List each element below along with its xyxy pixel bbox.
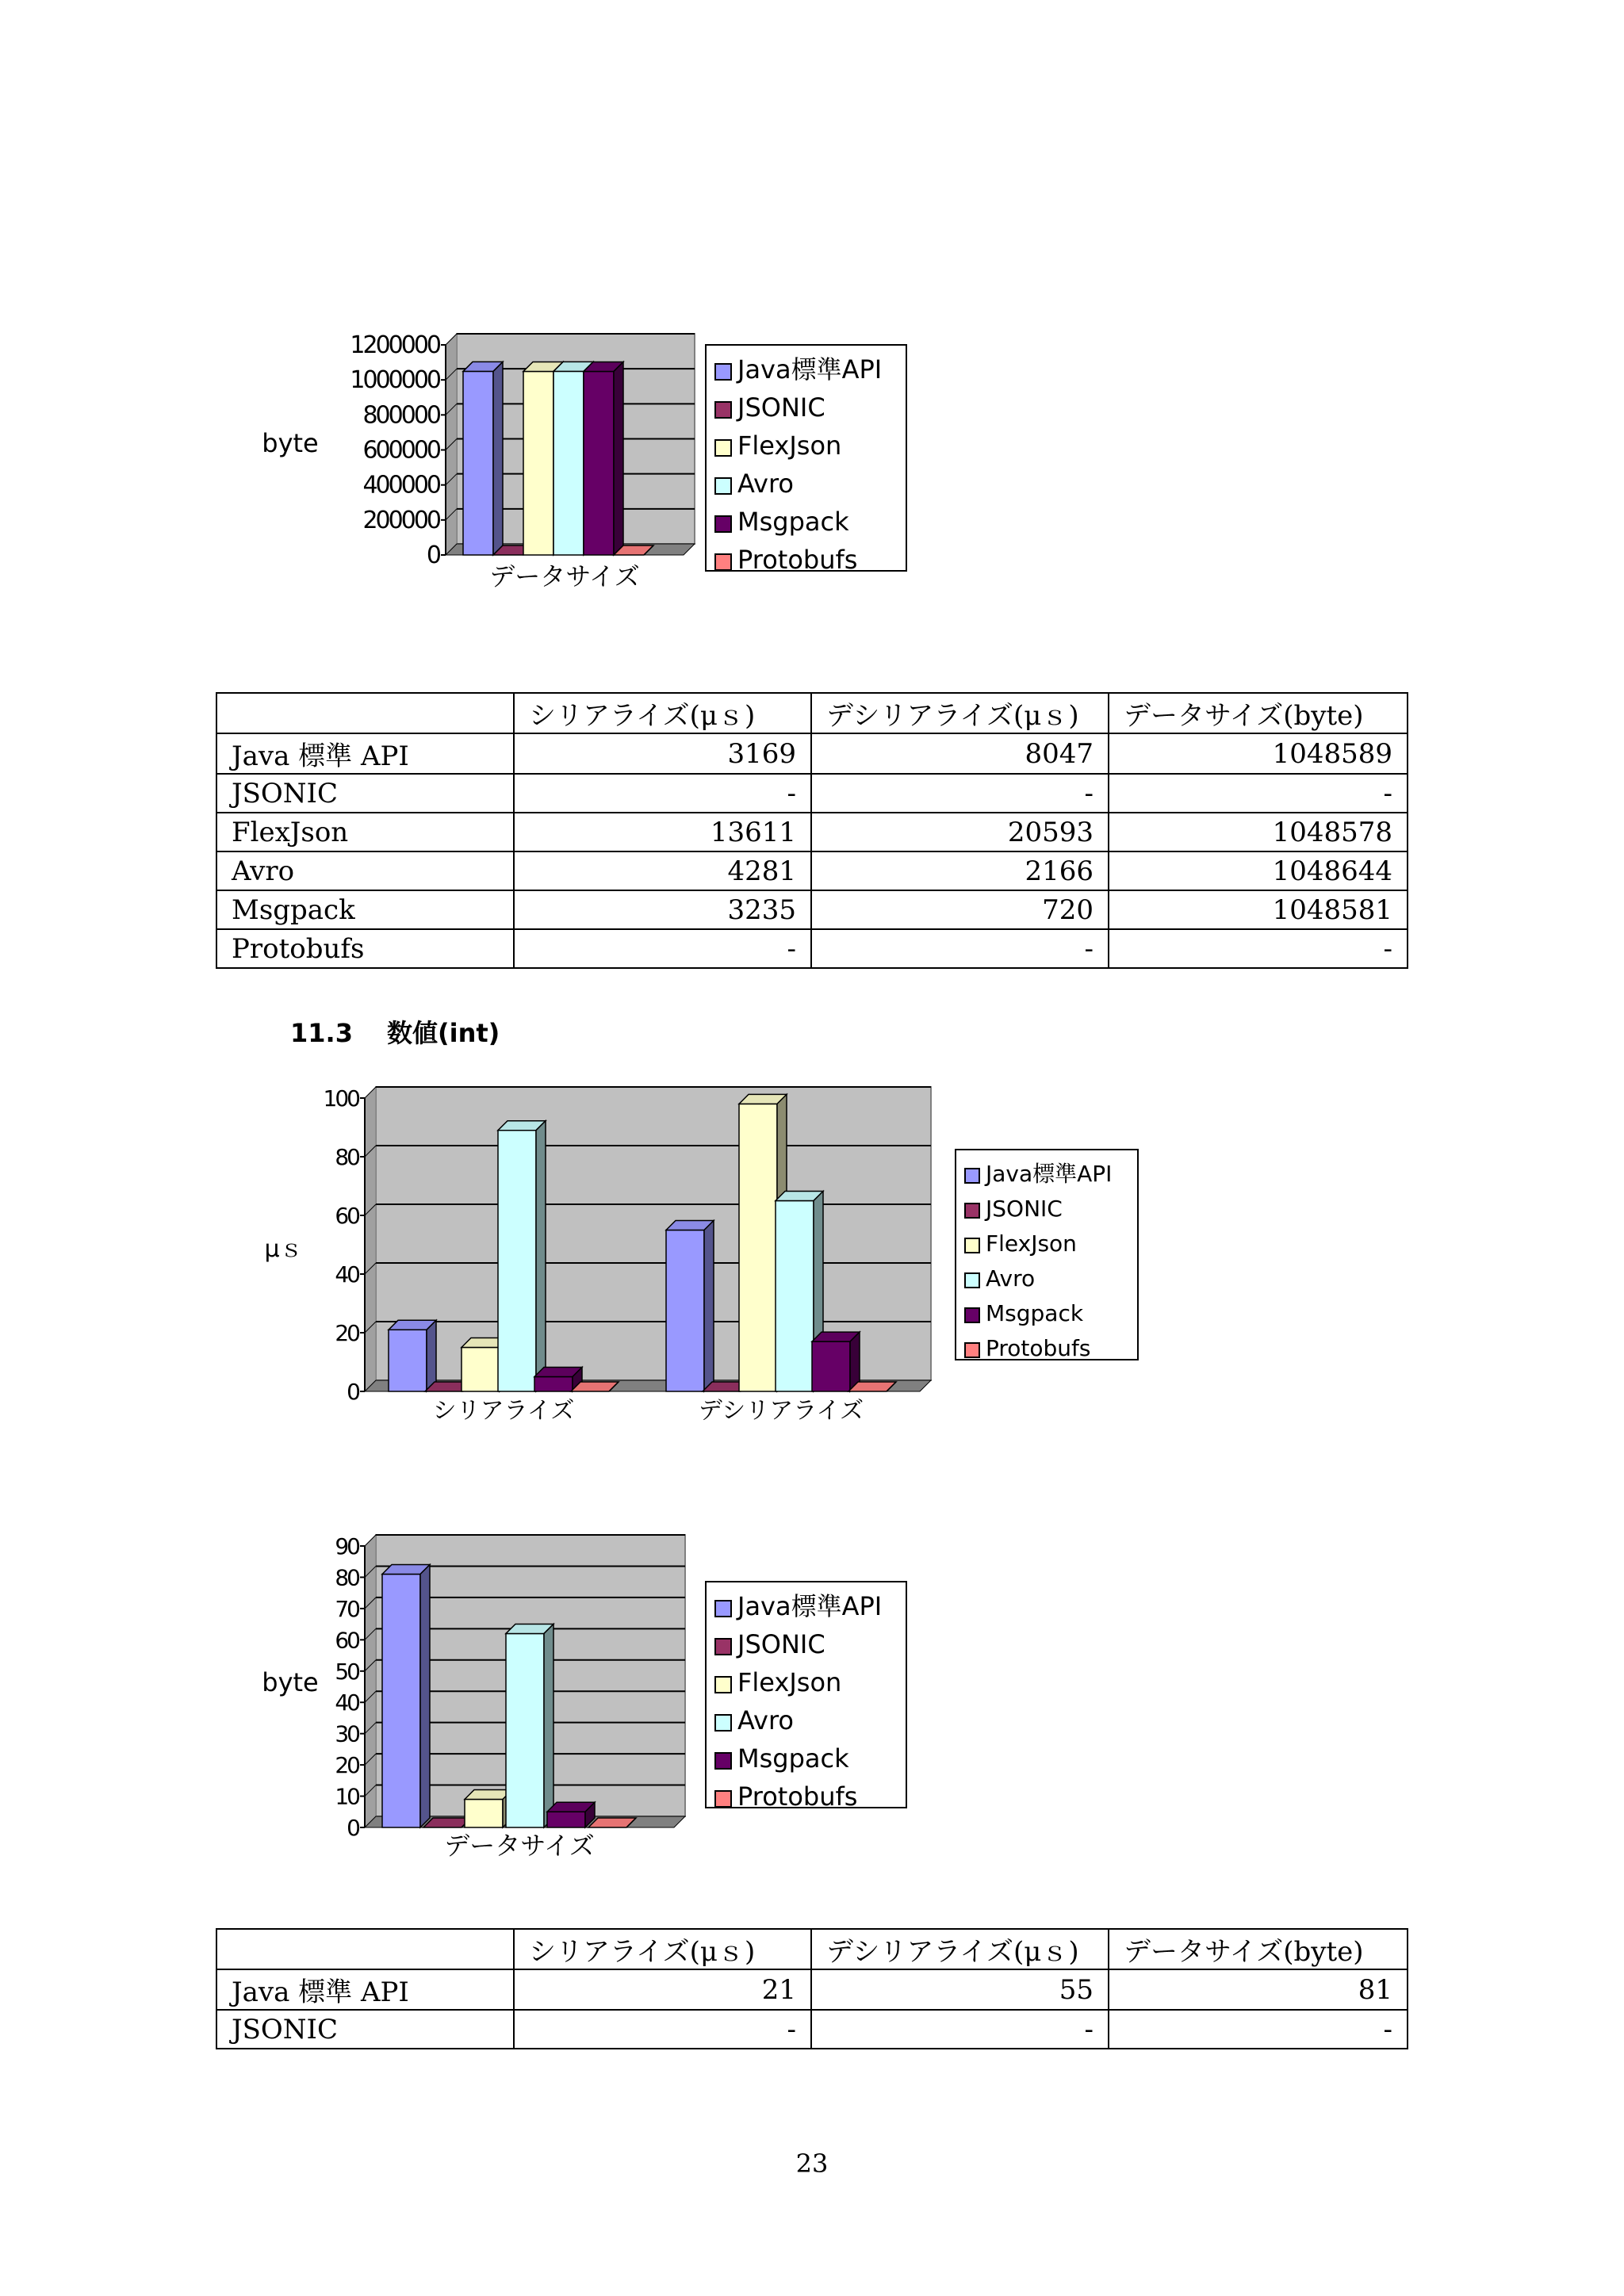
value-cell: 1048581 xyxy=(1109,890,1408,929)
value-cell: - xyxy=(514,774,811,813)
plot-side-wall xyxy=(365,1087,376,1391)
y-axis-label: byte xyxy=(262,428,319,458)
table-header-row xyxy=(216,693,1408,733)
row-label-cell: Avro xyxy=(216,851,514,890)
row-label-cell: Java 標準 API xyxy=(216,1969,514,2010)
legend-swatch xyxy=(965,1343,979,1357)
legend-label: Msgpack xyxy=(986,1300,1084,1326)
y-tick-label: 50 xyxy=(335,1658,358,1685)
y-tick-label: 100 xyxy=(323,1085,358,1112)
value-cell: 8047 xyxy=(811,733,1109,774)
legend-swatch xyxy=(715,1639,731,1655)
y-tick-label: 40 xyxy=(335,1689,358,1716)
x-category-label: シリアライズ xyxy=(432,1397,575,1425)
table-header-cell xyxy=(216,1929,514,1969)
table-header-cell: シリアライズ(μｓ) xyxy=(514,1929,811,1969)
table-header-cell: デシリアライズ(μｓ) xyxy=(811,693,1109,733)
y-tick-label: 1000000 xyxy=(350,366,439,395)
legend-label: FlexJson xyxy=(986,1230,1077,1257)
value-cell: - xyxy=(1109,2010,1408,2049)
results-table-1 xyxy=(216,692,1408,969)
x-category-label: データサイズ xyxy=(444,1831,595,1861)
legend-swatch xyxy=(715,1791,731,1807)
row-label-cell: Java 標準 API xyxy=(216,733,514,774)
table-row xyxy=(216,929,1408,968)
legend-label: JSONIC xyxy=(737,1629,825,1659)
table-header-cell: シリアライズ(μｓ) xyxy=(514,693,811,733)
legend-swatch xyxy=(965,1238,979,1253)
value-cell: - xyxy=(811,774,1109,813)
value-cell: 1048578 xyxy=(1109,813,1408,851)
row-label-cell: Msgpack xyxy=(216,890,514,929)
table-row xyxy=(216,890,1408,929)
y-tick-label: 90 xyxy=(335,1533,358,1559)
value-cell: 4281 xyxy=(514,851,811,890)
section-number: 11.3 xyxy=(290,1018,353,1048)
legend-label: JSONIC xyxy=(737,392,825,423)
y-tick-label: 30 xyxy=(335,1720,358,1747)
plot-side-wall xyxy=(365,1535,376,1827)
legend-swatch xyxy=(715,1677,731,1693)
y-tick-label: 60 xyxy=(335,1627,358,1654)
legend-label: Avro xyxy=(737,469,794,499)
value-cell: - xyxy=(811,929,1109,968)
bar-Java標準API-データサイズ xyxy=(382,1565,430,1828)
legend-swatch xyxy=(715,478,731,494)
legend-label: Protobufs xyxy=(737,545,858,575)
row-label-cell: FlexJson xyxy=(216,813,514,851)
y-tick-label: 80 xyxy=(335,1144,358,1170)
legend-swatch xyxy=(715,440,731,456)
y-tick-label: 1200000 xyxy=(350,331,439,359)
value-cell: 720 xyxy=(811,890,1109,929)
legend-swatch xyxy=(715,516,731,532)
chart-int-data-size xyxy=(238,1514,936,1871)
y-tick-label: 60 xyxy=(335,1203,358,1229)
table-row xyxy=(216,774,1408,813)
row-label-cell: JSONIC xyxy=(216,774,514,813)
y-tick-label: 200000 xyxy=(362,506,439,534)
bar-Avro-データサイズ xyxy=(506,1624,553,1827)
legend xyxy=(706,345,906,575)
value-cell: 20593 xyxy=(811,813,1109,851)
value-cell: 3169 xyxy=(514,733,811,774)
table-header-row xyxy=(216,1929,1408,1969)
value-cell: 1048644 xyxy=(1109,851,1408,890)
table-header-cell: データサイズ(byte) xyxy=(1109,693,1408,733)
bar-Msgpack-データサイズ xyxy=(584,362,623,555)
legend-label: Avro xyxy=(737,1705,794,1735)
y-tick-label: 600000 xyxy=(362,436,439,465)
legend-swatch xyxy=(715,364,731,380)
table-row xyxy=(216,2010,1408,2049)
value-cell: 21 xyxy=(514,1969,811,2010)
row-label-cell: JSONIC xyxy=(216,2010,514,2049)
legend xyxy=(706,1582,906,1812)
y-tick-label: 800000 xyxy=(362,401,439,430)
legend-label: Msgpack xyxy=(737,507,849,537)
y-axis-label: μｓ xyxy=(264,1235,304,1263)
section-title: 数値(int) xyxy=(387,1018,500,1048)
value-cell: 13611 xyxy=(514,813,811,851)
legend-label: Protobufs xyxy=(737,1781,858,1812)
value-cell: - xyxy=(811,2010,1109,2049)
page-number: 23 xyxy=(795,2149,829,2179)
bar-Java標準API-データサイズ xyxy=(463,362,503,555)
legend-swatch xyxy=(715,402,731,418)
y-tick-label: 10 xyxy=(335,1783,358,1810)
value-cell: - xyxy=(1109,774,1408,813)
legend-swatch xyxy=(965,1203,979,1218)
y-tick-label: 0 xyxy=(347,1815,358,1841)
table-header-cell xyxy=(216,693,514,733)
table-header-cell: データサイズ(byte) xyxy=(1109,1929,1408,1969)
legend-swatch xyxy=(715,1601,731,1617)
bar-Avro-シリアライズ xyxy=(498,1121,546,1391)
legend-swatch xyxy=(715,1715,731,1731)
legend-label: Msgpack xyxy=(737,1743,849,1774)
value-cell: - xyxy=(514,929,811,968)
value-cell: 3235 xyxy=(514,890,811,929)
legend-swatch xyxy=(965,1308,979,1322)
chart-data-size-large xyxy=(238,313,936,622)
legend-swatch xyxy=(715,554,731,570)
y-tick-label: 20 xyxy=(335,1320,358,1346)
value-cell: - xyxy=(514,2010,811,2049)
legend-label: JSONIC xyxy=(986,1196,1063,1222)
y-tick-label: 0 xyxy=(347,1379,358,1405)
y-axis-label: byte xyxy=(262,1667,319,1697)
legend-swatch xyxy=(965,1273,979,1288)
y-tick-label: 80 xyxy=(335,1564,358,1591)
legend-label: Avro xyxy=(986,1265,1036,1292)
table-row xyxy=(216,1969,1408,2010)
y-tick-label: 0 xyxy=(426,541,439,569)
chart-int-time xyxy=(238,1074,1174,1439)
legend-label: Java標準API xyxy=(737,354,883,385)
x-category-label: データサイズ xyxy=(489,561,640,591)
bar-Msgpack-デシリアライズ xyxy=(812,1332,860,1391)
y-tick-label: 40 xyxy=(335,1261,358,1288)
legend-label: Java標準API xyxy=(986,1161,1113,1187)
value-cell: 2166 xyxy=(811,851,1109,890)
value-cell: 1048589 xyxy=(1109,733,1408,774)
table-row xyxy=(216,733,1408,774)
legend-label: Protobufs xyxy=(986,1335,1091,1361)
y-tick-label: 70 xyxy=(335,1595,358,1622)
section-heading xyxy=(290,1013,500,1050)
bar-Msgpack-データサイズ xyxy=(547,1802,595,1827)
bar-FlexJson-データサイズ xyxy=(465,1790,512,1828)
legend xyxy=(956,1150,1138,1361)
x-category-label: デシリアライズ xyxy=(698,1397,864,1425)
value-cell: - xyxy=(1109,929,1408,968)
results-table-2 xyxy=(216,1928,1408,2049)
y-tick-label: 20 xyxy=(335,1752,358,1779)
legend-label: Java標準API xyxy=(737,1591,883,1621)
value-cell: 55 xyxy=(811,1969,1109,2010)
table-row xyxy=(216,813,1408,851)
table-row xyxy=(216,851,1408,890)
y-tick-label: 400000 xyxy=(362,471,439,499)
legend-swatch xyxy=(715,1753,731,1769)
legend-label: FlexJson xyxy=(737,1667,842,1697)
row-label-cell: Protobufs xyxy=(216,929,514,968)
bar-Java標準API-デシリアライズ xyxy=(666,1221,714,1392)
table-header-cell: デシリアライズ(μｓ) xyxy=(811,1929,1109,1969)
legend-swatch xyxy=(965,1169,979,1183)
value-cell: 81 xyxy=(1109,1969,1408,2010)
legend-label: FlexJson xyxy=(737,430,842,461)
bar-Java標準API-シリアライズ xyxy=(389,1320,436,1391)
